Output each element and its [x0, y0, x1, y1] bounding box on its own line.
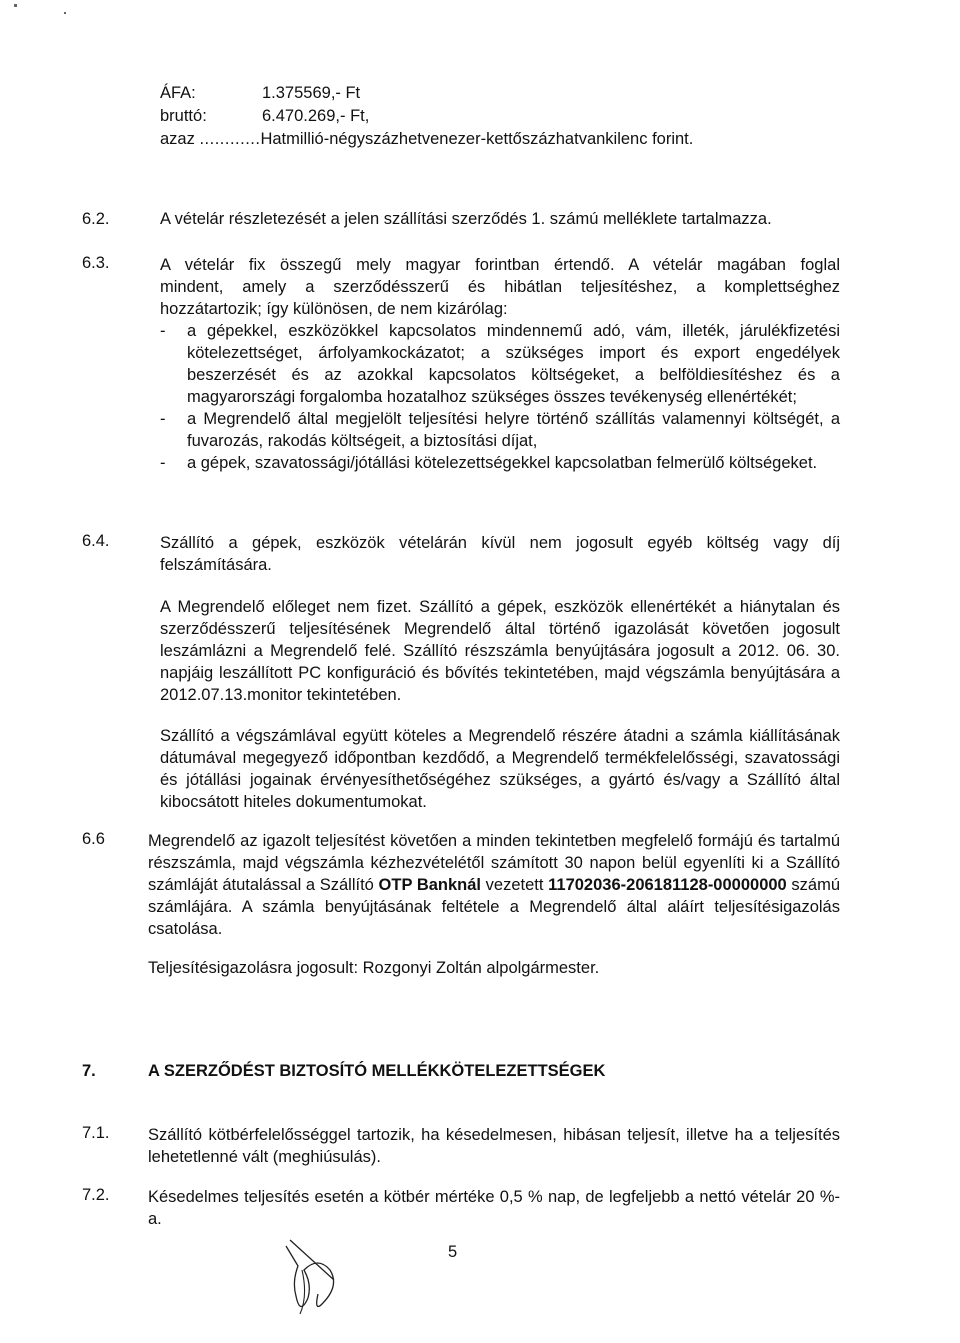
section-number-6-2: 6.2.: [82, 210, 110, 228]
afa-value: 1.375569,- Ft: [262, 84, 361, 102]
section-6-6-text: számú számlájára. A számla benyújtásának feltétele a Megrendelő által aláírt teljesítésigazolás csatolása.: [148, 876, 840, 938]
brutto-label: bruttó:: [160, 107, 207, 125]
section-7-2-text: Késedelmes teljesítés esetén a kötbér mértéke 0,5 % nap, de legfeljebb a nettó vételár 20 %-a.: [148, 1188, 840, 1228]
section-number-6-6: 6.6: [82, 830, 105, 848]
section-6-3-line: hozzátartozik; így különösen, de nem kizárólag:: [160, 300, 508, 318]
section-number-7: 7.: [82, 1062, 96, 1080]
account-number: 11702036-206181128-00000000: [548, 876, 787, 894]
section-number-6-4: 6.4.: [82, 532, 110, 550]
scan-speck: [14, 4, 17, 7]
section-6-6-text: vezetett: [481, 876, 549, 894]
section-6-4-paragraph-1: Szállító a gépek, eszközök vételárán kívül nem jogosult egyéb költség vagy díj felszámítására.: [160, 534, 840, 574]
section-7-title: A SZERZŐDÉST BIZTOSÍTÓ MELLÉKKÖTELEZETTSÉGEK: [148, 1062, 606, 1080]
brutto-value: 6.470.269,- Ft,: [262, 107, 370, 125]
bullet-text: a gépek, szavatossági/jótállási kötelezettségekkel kapcsolatban felmerülő költségeket.: [187, 454, 818, 472]
section-6-4-paragraph-3: Szállító a végszámlával együtt köteles a Megrendelő részére átadni a számla kiállításának dátumával megegyező időpontban kezdődő, a Megrendelő termékfelelősségi, szavatossági és jótállási jogainak érvényesíthetőségéhez szükséges, a gyártó és/vagy a Szállító által kibocsátott hiteles dokumentumokat.: [160, 727, 840, 811]
section-6-3-line: mindent, amely a szerződésszerű és hibátlan teljesítéshez, a komplettséghez: [160, 278, 840, 296]
section-number-7-1: 7.1.: [82, 1124, 110, 1142]
bullet-item-delivery: [160, 408, 840, 452]
authorized-person: Teljesítésigazolásra jogosult: Rozgonyi Zoltán alpolgármester.: [148, 959, 600, 977]
bullet-text: a Megrendelő által megjelölt teljesítési helyre történő szállítás valamennyi költségét, a fuvarozás, rakodás költségeit, a biztosítási díjat,: [187, 410, 840, 450]
azaz-dots: ............: [199, 130, 261, 148]
section-7-1-text: Szállító kötbérfelelősséggel tartozik, ha késedelmesen, hibásan teljesít, illetve ha a teljesítés lehetetlenné vált (meghiúsulás).: [148, 1126, 840, 1166]
section-number-7-2: 7.2.: [82, 1186, 110, 1204]
page-number: 5: [448, 1243, 458, 1261]
bullet-item-warranty: [160, 452, 840, 474]
bullet-dash: -: [160, 454, 166, 472]
amount-in-words: Hatmillió-négyszázhetvenezer-kettőszázhatvankilenc forint.: [260, 130, 694, 148]
section-6-2-text: A vételár részletezését a jelen szállítási szerződés 1. számú melléklete tartalmazza.: [160, 210, 772, 228]
section-6-3-line: A vételár fix összegű mely magyar forintban értendő. A vételár magában foglal: [160, 256, 840, 274]
scan-speck: [64, 12, 66, 14]
section-6-6-paragraph: [148, 830, 840, 940]
azaz-line: [160, 130, 693, 149]
bullet-item-taxes: [160, 320, 840, 408]
afa-label: ÁFA:: [160, 84, 196, 102]
bullet-text: a gépekkel, eszközökkel kapcsolatos mindennemű adó, vám, illeték, járulékfizetési kötelezettséget, árfolyamkockázatot; a szükséges import és export engedélyek beszerzését és az azokkal kapcsolatos költségeket, a belföldiesítéshez és a magyarországi forgalomba hozatalhoz szükséges összes tevékenység ellenértékét;: [187, 322, 840, 406]
signature-initials: [278, 1236, 350, 1320]
bullet-dash: -: [160, 322, 166, 340]
bank-name: OTP Banknál: [378, 876, 482, 894]
bullet-dash: -: [160, 410, 166, 428]
section-6-3-text: [160, 254, 840, 320]
section-6-3-bullets: [160, 320, 840, 474]
section-6-4-paragraph-2: A Megrendelő előleget nem fizet. Szállító a gépek, eszközök ellenértékét a hiánytalan és szerződésszerű teljesítésének Megrendelő által történő igazolását követően jogosult leszámlázni a Megrendelő felé. Szállító részszámla benyújtására jogosult a 2012. 06. 30. napjáig leszállított PC konfiguráció és bővítés tekintetében, majd végszámla benyújtására a 2012.07.13.monitor tekintetében.: [160, 598, 840, 704]
section-number-6-3: 6.3.: [82, 254, 110, 272]
azaz-label: azaz: [160, 130, 195, 148]
section-6-6-text: Megrendelő az igazolt teljesítést követően a minden tekintetben megfelelő formájú és tartalmú részszámla, majd végszámla kézhezvételétől számított 30 napon belül egyenlíti ki a Szállító számláját átutalással a Szállító: [148, 832, 840, 894]
